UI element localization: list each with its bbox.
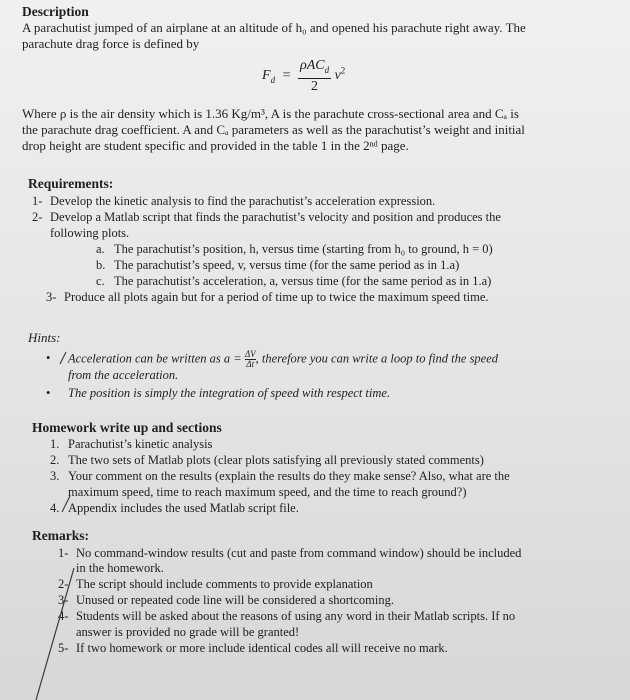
requirement-item: following plots. <box>50 226 130 240</box>
remark-item: answer is provided no grade will be granted! <box>76 625 300 639</box>
pen-stroke-homework <box>62 496 70 512</box>
hint-1: • Acceleration can be written as a = $\frac{\Delta V}{\Delta t}$, therefore you can write a loop to find the speed <box>46 349 499 369</box>
requirement-item: 2- Develop a Matlab script that finds the parachutist’s velocity and position and produces the <box>32 210 501 224</box>
where-line-2: the parachute drag coefficient. A and Cₐ parameters as well as the parachutist’s weight and initial <box>22 122 525 137</box>
formula-lhs: F <box>262 68 271 84</box>
where-line-1: Where ρ is the air density which is 1.36 Kg/m³, A is the parachute cross-sectional area and Cₐ is <box>22 106 519 121</box>
formula-lhs-sub: d <box>270 74 276 85</box>
formula-equals: = <box>282 68 291 84</box>
formula-tail-sup: 2 <box>340 65 346 76</box>
remark-item: 1- No command-window results (cut and paste from command window) should be included <box>58 546 522 560</box>
remark-item: 3- Unused or repeated code line will be considered a shortcoming. <box>58 593 394 607</box>
remark-item: in the homework. <box>76 561 164 575</box>
homework-item: 4. Appendix includes the used Matlab script file. <box>50 501 299 515</box>
description-heading: Description <box>22 4 89 19</box>
requirement-subitem: b. The parachutist’s speed, v, versus time (for the same period as in 1.a) <box>96 258 460 272</box>
homework-item: maximum speed, time to reach maximum speed, and the time to reach ground?) <box>68 485 467 499</box>
formula-denominator: 2 <box>311 78 319 94</box>
hint-1-line-2: from the acceleration. <box>68 368 179 382</box>
remarks-heading: Remarks: <box>32 528 89 543</box>
formula-numerator-sub: d <box>324 64 330 75</box>
remark-item: 2- The script should include comments to provide explanation <box>58 577 373 591</box>
homework-heading: Homework write up and sections <box>32 420 222 435</box>
hints-heading: Hints: <box>28 330 61 345</box>
requirement-item: 3- Produce all plots again but for a period of time up to twice the maximum speed time. <box>46 290 489 304</box>
requirement-subitem: a. The parachutist’s position, h, versus time (starting from h₀ to ground, h = 0) <box>96 242 493 256</box>
pen-stroke-remarks <box>36 568 74 700</box>
bullet-icon: • <box>46 386 51 400</box>
requirement-subitem: c. The parachutist’s acceleration, a, versus time (for the same period as in 1.a) <box>96 274 492 288</box>
homework-item: 3. Your comment on the results (explain the results do they make sense? Also, what are the <box>50 469 510 483</box>
pen-stroke-hint <box>60 352 66 364</box>
formula-tail: v <box>334 68 341 84</box>
hint-2: • The position is simply the integration of speed with respect time. <box>46 386 391 400</box>
homework-item: 1. Parachutist’s kinetic analysis <box>50 437 213 451</box>
requirement-item: 1- Develop the kinetic analysis to find the parachutist’s acceleration expression. <box>32 194 436 208</box>
remark-item: 4- Students will be asked about the reasons of using any word in their Matlab scripts. If no <box>58 609 516 623</box>
description-line-1: A parachutist jumped of an airplane at an altitude of h₀ and opened his parachute right away. The <box>22 20 526 35</box>
remark-item: 5- If two homework or more include identical codes all will receive no mark. <box>58 641 448 655</box>
requirements-heading: Requirements: <box>28 176 114 191</box>
description-line-2: parachute drag force is defined by <box>22 36 200 51</box>
where-line-3: drop height are student specific and provided in the table 1 in the 2ⁿᵈ page. <box>22 138 409 153</box>
bullet-icon: • <box>46 351 51 366</box>
formula-numerator: ρAC <box>299 58 325 73</box>
homework-item: 2. The two sets of Matlab plots (clear plots satisfying all previously stated comments) <box>50 453 484 467</box>
delta-fraction: $\frac{\Delta V}{\Delta t}$ <box>244 349 256 369</box>
